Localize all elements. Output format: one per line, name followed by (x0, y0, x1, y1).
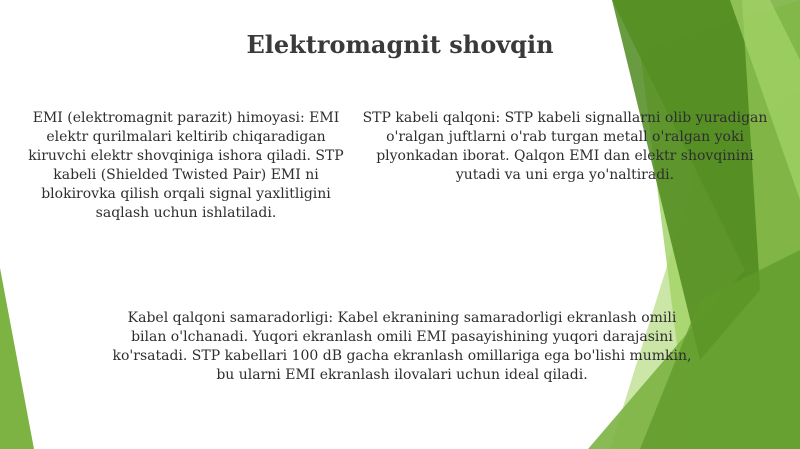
paragraph-emi-protection: EMI (elektromagnit parazit) himoyasi: EMI elektr qurilmalari keltirib chiqaradigan kiruvchi elektr shovqiniga ishora qiladi. STP kabeli (Shielded Twisted Pair) EMI ni blokirovka qilish orqali signal yaxlitligini saqlash uchun ishlatiladi. (28, 110, 344, 221)
paragraph-stp-shield: STP kabeli qalqoni: STP kabeli signallarni olib yuradigan o'ralgan juftlarni o'rab turgan metall o'ralgan yoki plyonkadan iborat. Qalqon EMI dan elektr shovqinini yutadi va uni erga yo'naltiradi. (362, 110, 768, 183)
slide-title: Elektromagnit shovqin (246, 30, 554, 59)
left-accent-sliver (0, 268, 34, 449)
paragraph-shield-effectiveness: Kabel qalqoni samaradorligi: Kabel ekranining samaradorligi ekranlash omili bilan o'lchanadi. Yuqori ekranlash omili EMI pasayishining yuqori darajasini ko'rsatadi. STP kabellari 100 dB gacha ekranlash omillariga ega bo'lishi mumkin, bu ularni EMI ekranlash ilovalari uchun ideal qiladi. (112, 310, 692, 383)
